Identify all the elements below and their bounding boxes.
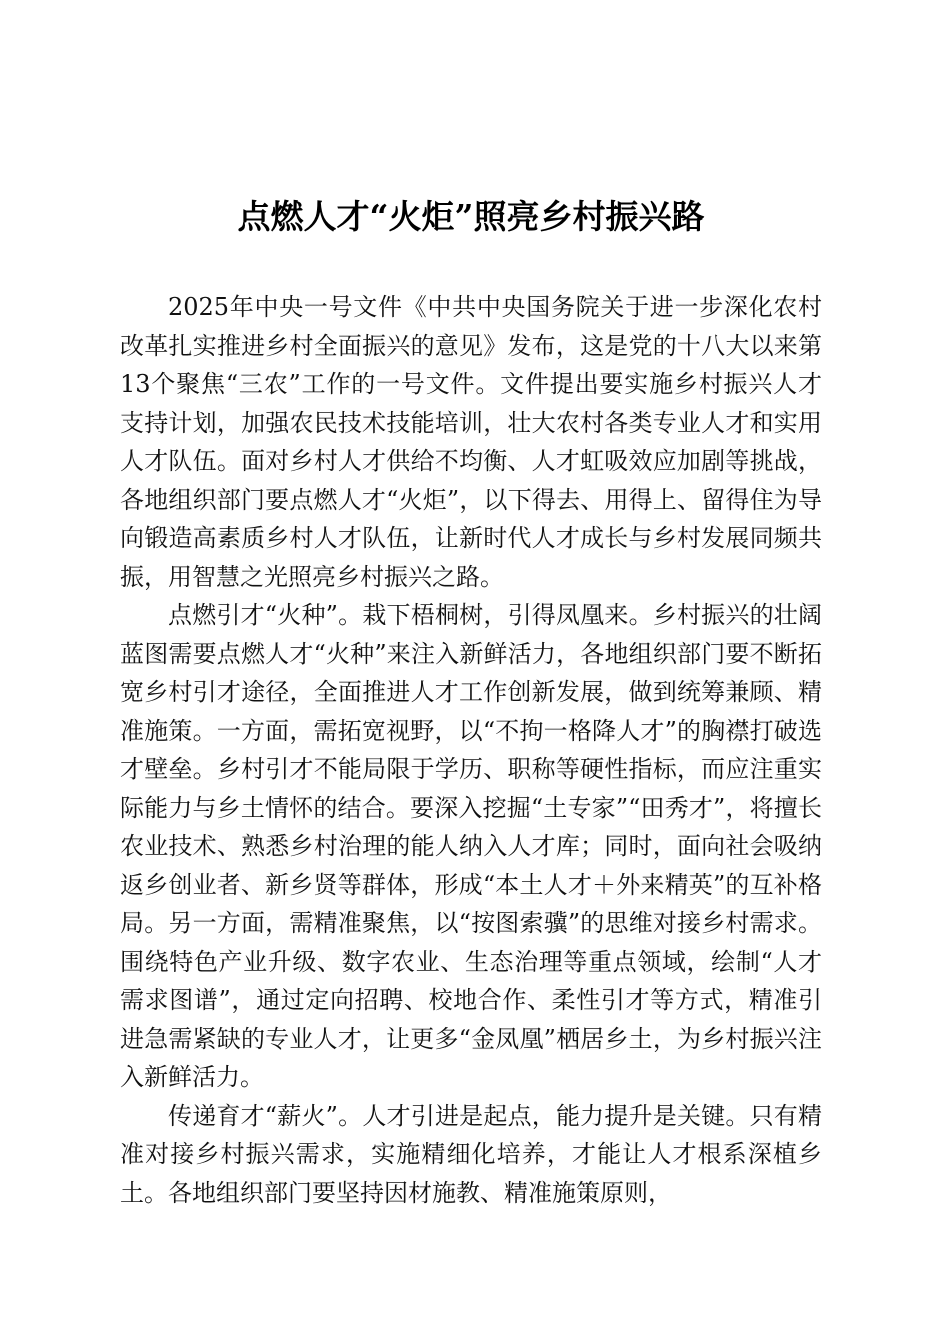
body-paragraph-3: 传递育才“薪火”。人才引进是起点，能力提升是关键。只有精准对接乡村振兴需求，实施精细化培养，才能让人才根系深植乡土。各地组织部门要坚持因材施教、精准施策原则， [120, 1101, 822, 1207]
body-paragraph-1: 2025年中央一号文件《中共中央国务院关于进一步深化农村改革扎实推进乡村全面振兴的意见》发布，这是党的十八大以来第13个聚焦“三农”工作的一号文件。文件提出要实施乡村振兴人才支持计划，加强农民技术技能培训，壮大农村各类专业人才和实用人才队伍。面对乡村人才供给不均衡、人才虹吸效应加剧等挑战，各地组织部门要点燃人才“火炬”，以下得去、用得上、留得住为导向锻造高素质乡村人才队伍，让新时代人才成长与乡村发展同频共振，用智慧之光照亮乡村振兴之路。 [120, 293, 822, 591]
document-body [120, 288, 822, 1212]
body-paragraph-2: 点燃引才“火种”。栽下梧桐树，引得凤凰来。乡村振兴的壮阔蓝图需要点燃人才“火种”来注入新鲜活力，各地组织部门要不断拓宽乡村引才途径，全面推进人才工作创新发展，做到统筹兼顾、精准施策。一方面，需拓宽视野，以“不拘一格降人才”的胸襟打破选才壁垒。乡村引才不能局限于学历、职称等硬性指标，而应注重实际能力与乡土情怀的结合。要深入挖掘“土专家”“田秀才”，将擅长农业技术、熟悉乡村治理的能人纳入人才库；同时，面向社会吸纳返乡创业者、新乡贤等群体，形成“本土人才＋外来精英”的互补格局。另一方面，需精准聚焦，以“按图索骥”的思维对接乡村需求。围绕特色产业升级、数字农业、生态治理等重点领域，绘制“人才需求图谱”，通过定向招聘、校地合作、柔性引才等方式，精准引进急需紧缺的专业人才，让更多“金凤凰”栖居乡土，为乡村振兴注入新鲜活力。 [120, 601, 822, 1091]
document-title: 点燃人才“火炬”照亮乡村振兴路 [237, 197, 705, 236]
